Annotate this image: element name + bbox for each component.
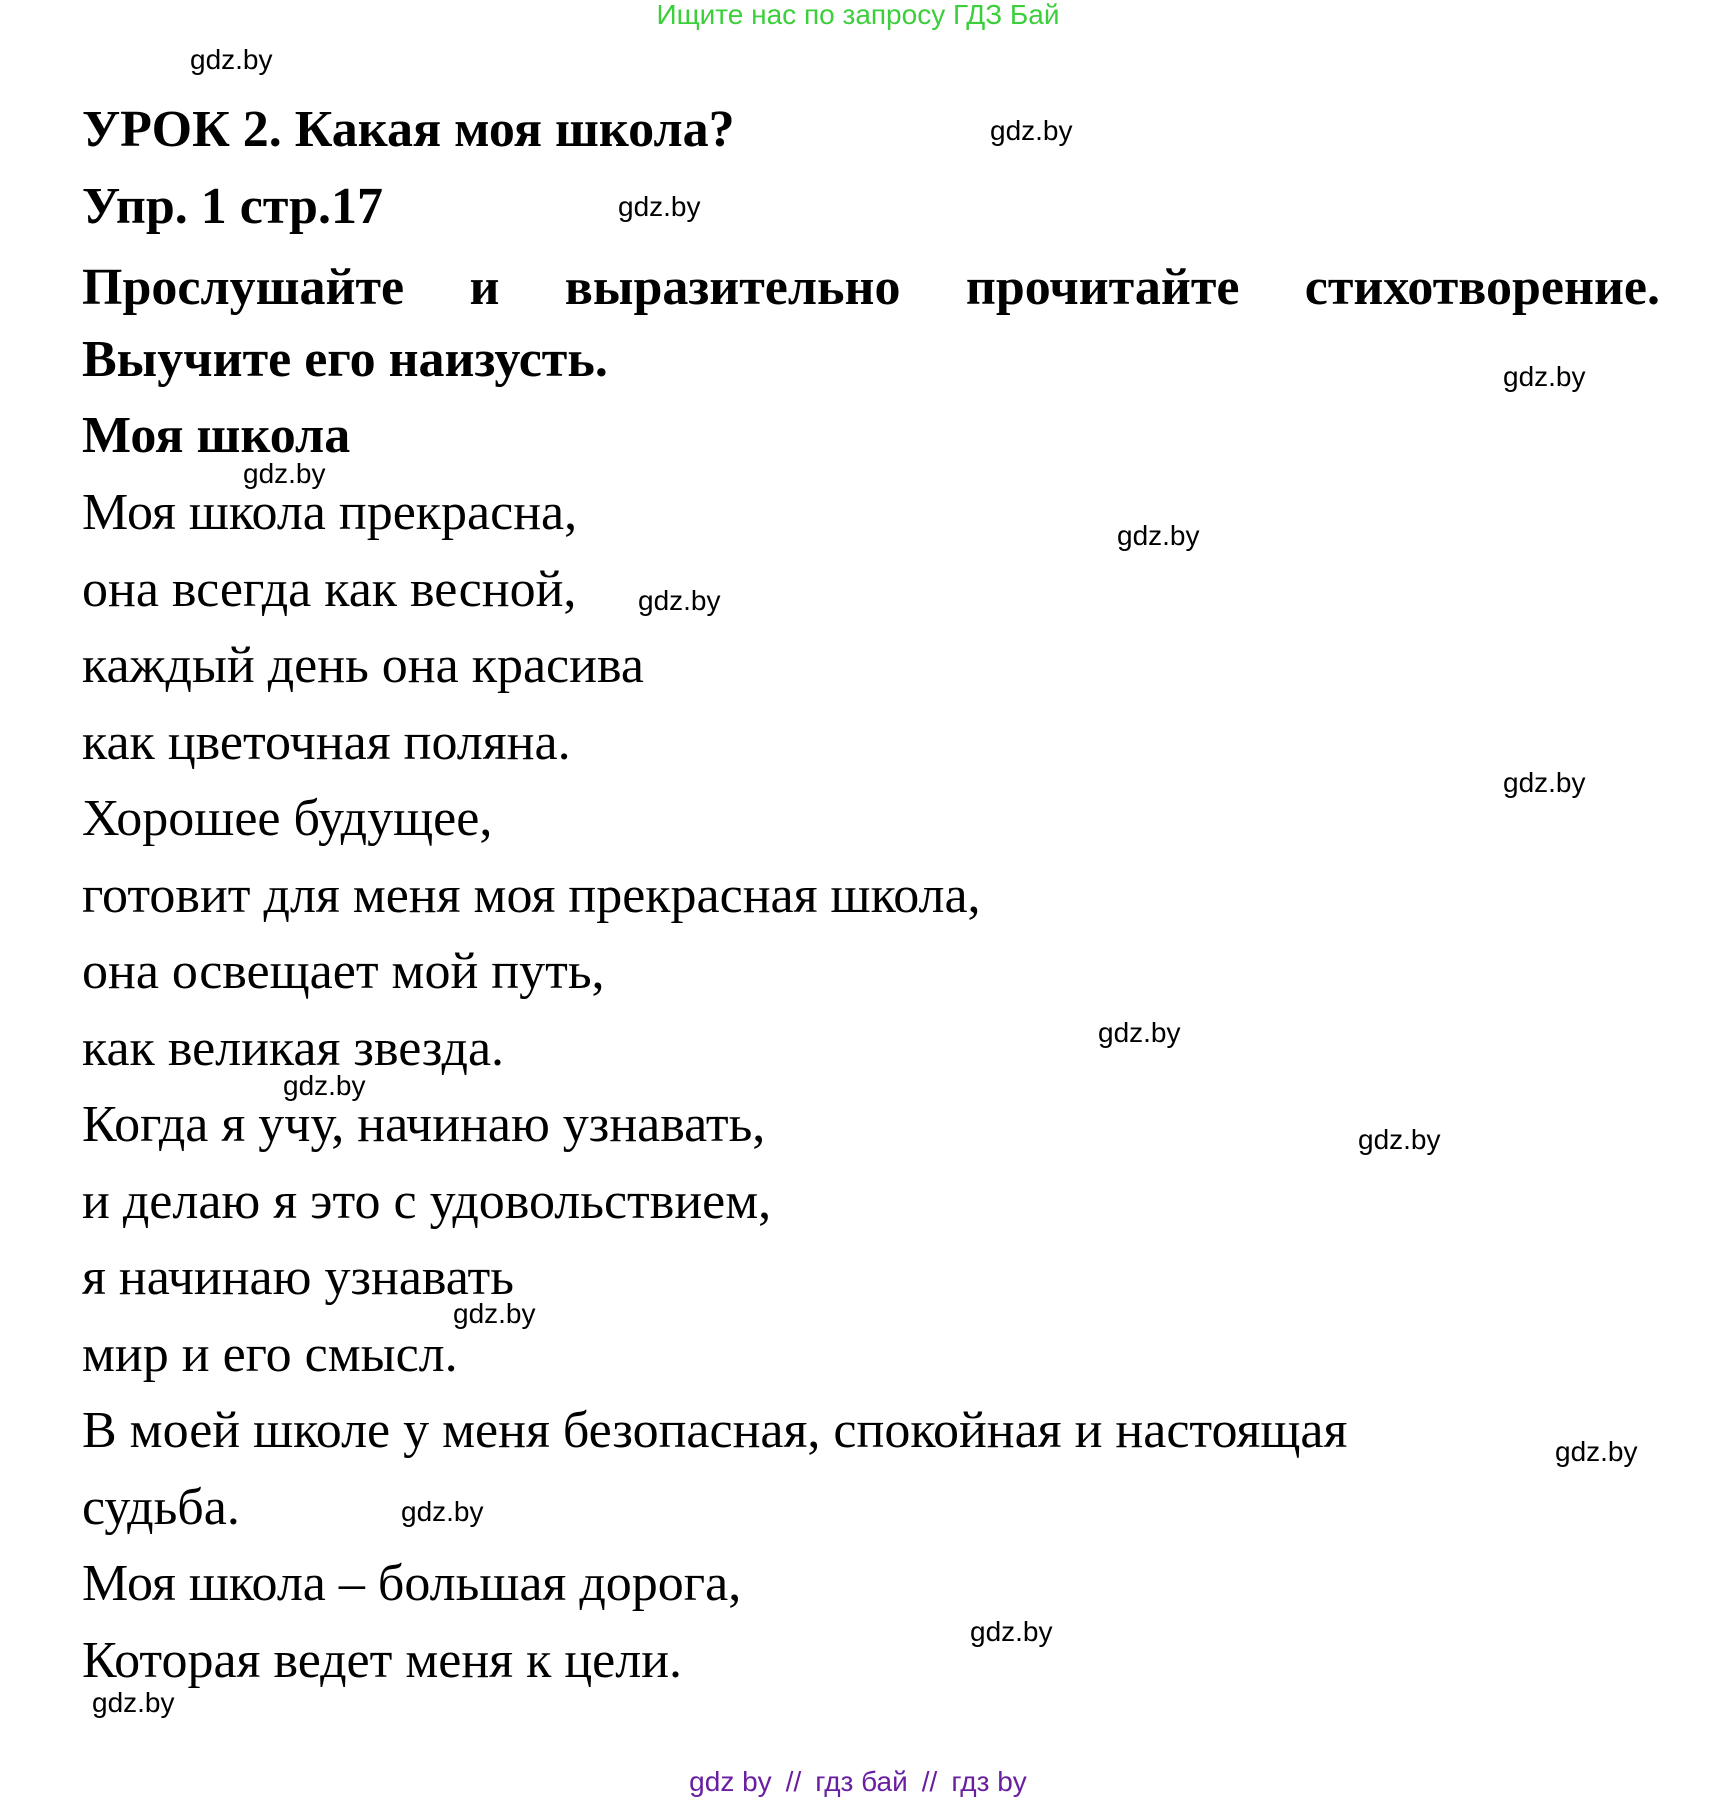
watermark: gdz.by <box>92 1687 175 1718</box>
poem-line: Моя школа прекрасна, <box>82 484 578 541</box>
poem-line: В моей школе у меня безопасная, спокойная и настоящая <box>82 1402 1348 1459</box>
footer-text-3: гдз by <box>951 1766 1027 1797</box>
poem-line: и делаю я это с удовольствием, <box>82 1173 772 1230</box>
exercise-reference: Упр. 1 стр.17 <box>82 178 383 235</box>
watermark: gdz.by <box>283 1070 366 1101</box>
watermark: gdz.by <box>453 1298 536 1329</box>
watermark: gdz.by <box>1503 767 1586 798</box>
watermark: gdz.by <box>1555 1436 1638 1467</box>
instruction-line-1: Прослушайте и выразительно прочитайте стихотворение. <box>82 259 1660 316</box>
watermark: gdz.by <box>1358 1124 1441 1155</box>
watermark: gdz.by <box>1117 520 1200 551</box>
footer-separator: // <box>785 1766 802 1797</box>
poem-line: Моя школа – большая дорога, <box>82 1555 742 1612</box>
poem-line: я начинаю узнавать <box>82 1249 514 1306</box>
watermark: gdz.by <box>970 1616 1053 1647</box>
search-banner: Ищите нас по запросу ГДЗ Бай <box>656 0 1060 30</box>
watermark: gdz.by <box>990 115 1073 146</box>
poem-line: она освещает мой путь, <box>82 943 605 1000</box>
watermark: gdz.by <box>1503 361 1586 392</box>
instruction-line-2: Выучите его наизусть. <box>82 331 608 388</box>
poem-line: как великая звезда. <box>82 1020 505 1077</box>
poem-line: судьба. <box>82 1479 240 1536</box>
watermark: gdz.by <box>618 191 701 222</box>
poem-line: Которая ведет меня к цели. <box>82 1632 683 1689</box>
footer-separator: // <box>921 1766 938 1797</box>
poem-title: Моя школа <box>82 407 351 464</box>
watermark: gdz.by <box>243 458 326 489</box>
footer-watermark <box>0 1766 1716 1798</box>
poem-line: готовит для меня моя прекрасная школа, <box>82 867 981 924</box>
footer-text-2: гдз бай <box>815 1766 908 1797</box>
footer-text-1: gdz by <box>689 1766 772 1797</box>
poem-line: как цветочная поляна. <box>82 714 571 771</box>
poem-line: Когда я учу, начинаю узнавать, <box>82 1096 766 1153</box>
watermark: gdz.by <box>1098 1017 1181 1048</box>
poem-line: мир и его смысл. <box>82 1326 458 1383</box>
poem-line: каждый день она красива <box>82 637 644 694</box>
watermark: gdz.by <box>190 44 273 75</box>
watermark: gdz.by <box>638 585 721 616</box>
watermark: gdz.by <box>401 1496 484 1527</box>
poem-line: она всегда как весной, <box>82 561 577 618</box>
lesson-title: УРОК 2. Какая моя школа? <box>82 101 735 158</box>
poem-line: Хорошее будущее, <box>82 790 493 847</box>
